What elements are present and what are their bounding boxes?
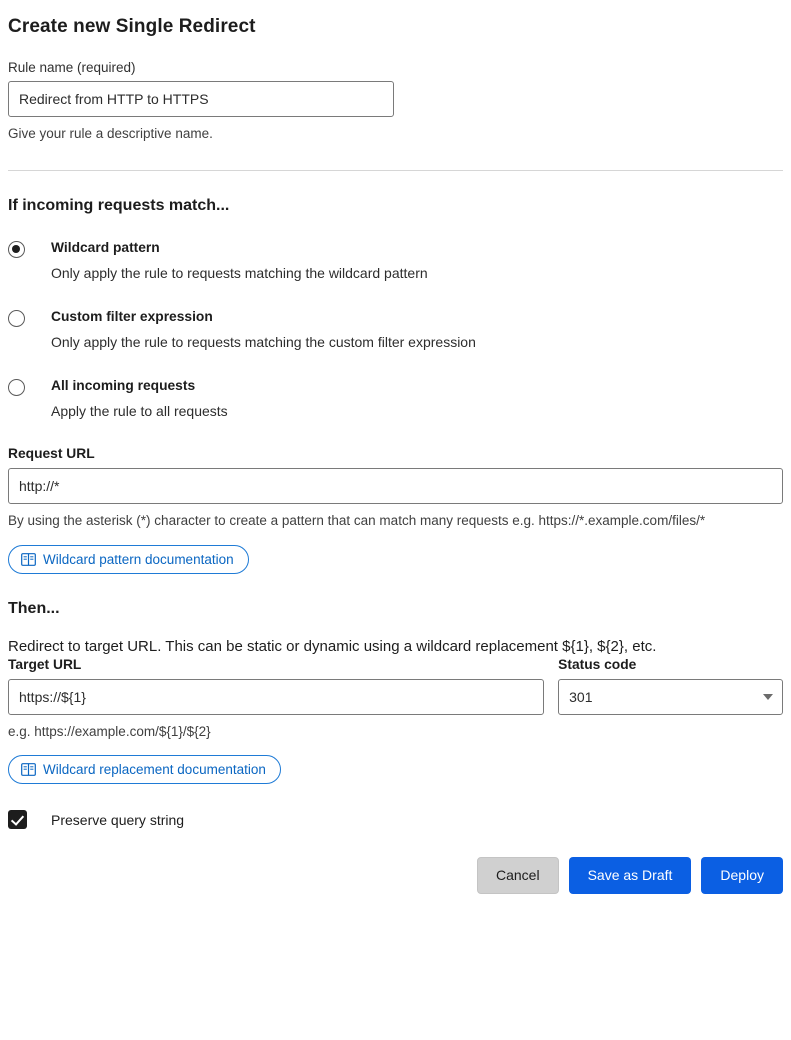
radio-label-all-incoming-requests: All incoming requests bbox=[51, 377, 196, 393]
request-url-helper: By using the asterisk (*) character to create a pattern that can match many requests e.g. https://*.example.com/files/* bbox=[8, 513, 706, 529]
book-icon bbox=[21, 763, 36, 776]
deploy-button[interactable]: Deploy bbox=[701, 857, 783, 894]
wildcard-replacement-documentation-label: Wildcard replacement documentation bbox=[43, 762, 266, 778]
request-url-input[interactable] bbox=[8, 468, 783, 504]
wildcard-pattern-documentation-label: Wildcard pattern documentation bbox=[43, 551, 234, 567]
status-code-select[interactable] bbox=[558, 679, 783, 715]
radio-label-wildcard-pattern: Wildcard pattern bbox=[51, 239, 160, 255]
radio-option-custom-filter-expression[interactable] bbox=[8, 308, 783, 351]
wildcard-pattern-documentation-link[interactable] bbox=[8, 545, 249, 574]
preserve-query-string-label: Preserve query string bbox=[51, 811, 185, 828]
radio-desc-custom-filter-expression: Only apply the rule to requests matching the custom filter expression bbox=[51, 333, 476, 350]
rule-name-label: Rule name (required) bbox=[8, 60, 136, 75]
rule-name-helper: Give your rule a descriptive name. bbox=[8, 126, 213, 141]
then-section-description: Redirect to target URL. This can be static or dynamic using a wildcard replacement ${1}, ${2}, etc. bbox=[8, 637, 657, 655]
wildcard-replacement-documentation-link[interactable] bbox=[8, 755, 281, 784]
target-url-field bbox=[8, 657, 544, 715]
rule-name-input[interactable] bbox=[8, 81, 394, 117]
book-icon bbox=[21, 553, 36, 566]
radio-label-custom-filter-expression: Custom filter expression bbox=[51, 308, 213, 324]
target-url-helper: e.g. https://example.com/${1}/${2} bbox=[8, 723, 211, 739]
form-actions bbox=[8, 857, 783, 908]
radio-icon-unselected[interactable] bbox=[8, 379, 25, 396]
radio-desc-all-incoming-requests: Apply the rule to all requests bbox=[51, 402, 228, 419]
request-url-label: Request URL bbox=[8, 446, 95, 462]
target-url-input[interactable] bbox=[8, 679, 544, 715]
status-code-field bbox=[558, 657, 783, 715]
radio-option-wildcard-pattern[interactable] bbox=[8, 239, 783, 282]
status-code-label: Status code bbox=[558, 656, 637, 672]
status-code-value: 301 bbox=[569, 688, 593, 705]
page-title: Create new Single Redirect bbox=[8, 16, 256, 37]
single-redirect-form bbox=[0, 8, 791, 1040]
match-section-heading: If incoming requests match... bbox=[8, 196, 230, 214]
cancel-button[interactable]: Cancel bbox=[477, 857, 559, 894]
target-and-status-row bbox=[8, 657, 783, 715]
target-url-label: Target URL bbox=[8, 656, 82, 672]
section-divider bbox=[8, 170, 783, 171]
preserve-query-string-row[interactable] bbox=[8, 810, 783, 829]
radio-icon-unselected[interactable] bbox=[8, 310, 25, 327]
radio-icon-selected[interactable] bbox=[8, 241, 25, 258]
radio-option-all-incoming-requests[interactable] bbox=[8, 377, 783, 420]
then-section-heading: Then... bbox=[8, 599, 60, 617]
checkbox-icon-checked[interactable] bbox=[8, 810, 27, 829]
save-as-draft-button[interactable]: Save as Draft bbox=[569, 857, 692, 894]
radio-desc-wildcard-pattern: Only apply the rule to requests matching the wildcard pattern bbox=[51, 264, 428, 281]
match-options-group bbox=[8, 239, 783, 421]
